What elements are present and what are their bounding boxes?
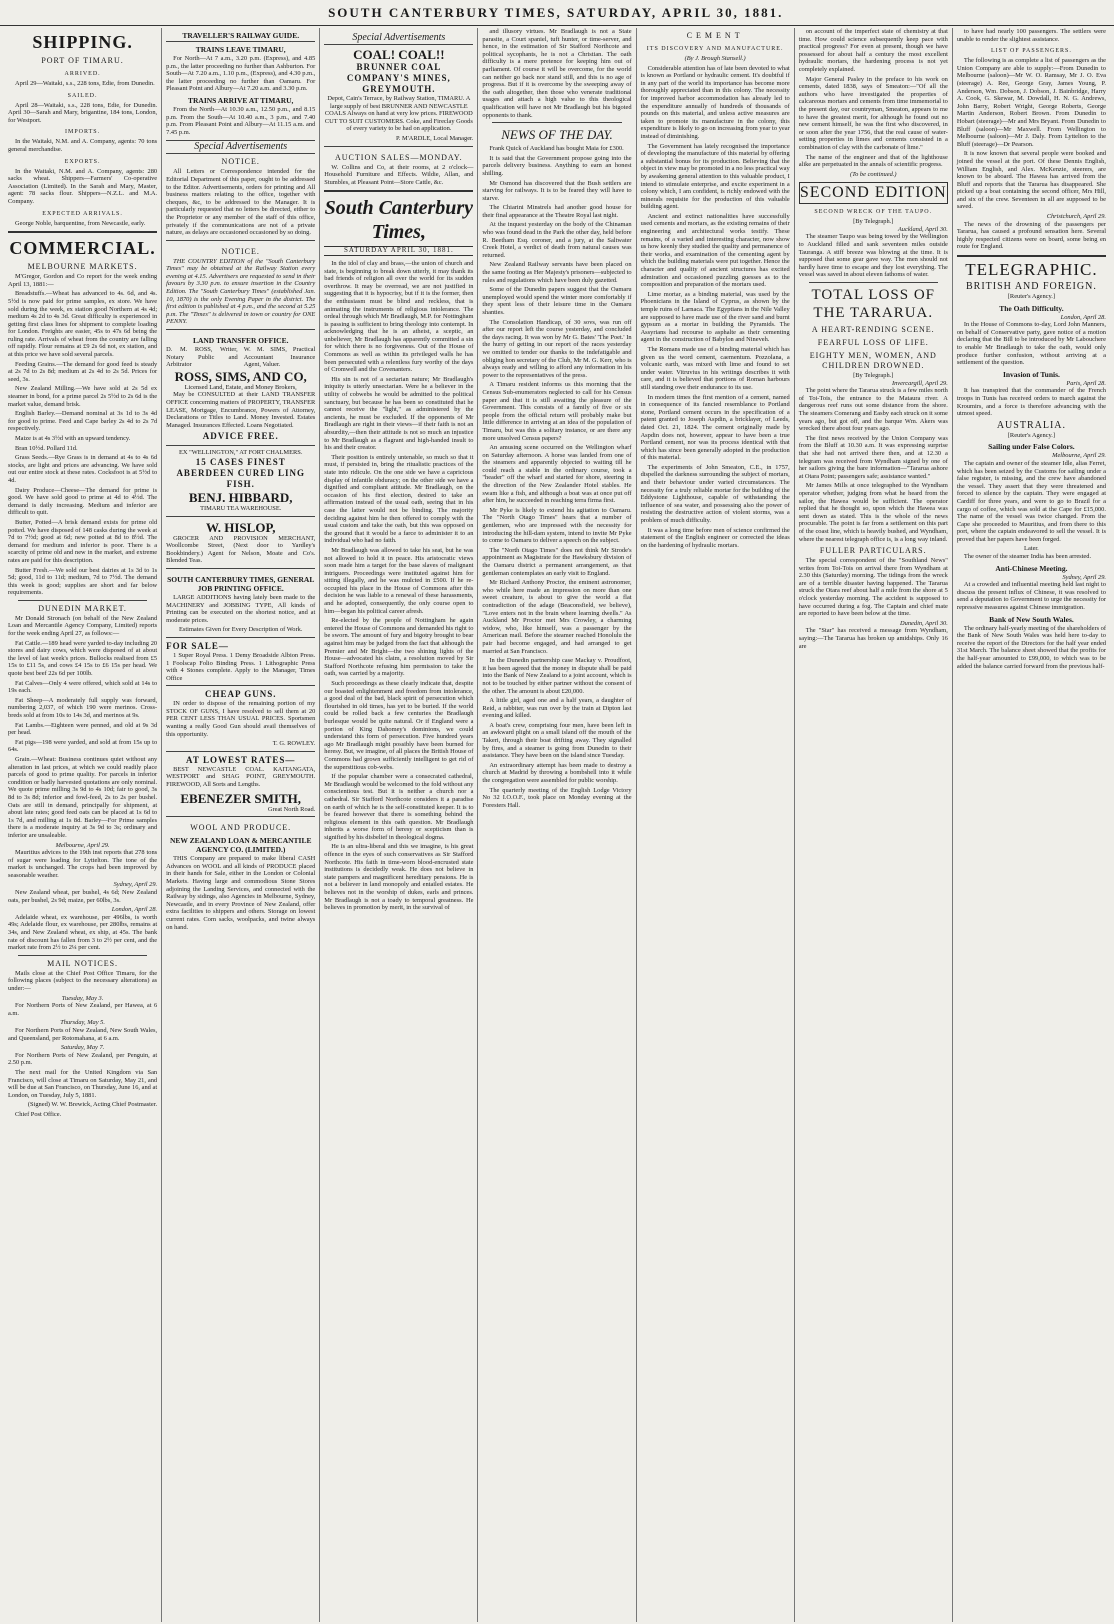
dunedin-dateline: Dunedin, April 30. [900,619,948,627]
cement-paragraph: The experiments of John Smeaton, C.E., in 1757, dispelled the darkness surrounding the subject of mortars, and their behaviour under varied circumstances. The necessity for a truly reliable mortar for the building of the Eddystone Lighthouse, capable of withstanding the influence of sea water, and possessing also the power of resisting the destructive action of violent storms, was a problem of much difficulty. [640,463,790,525]
cheap-guns-ad [166,685,315,748]
news-item: The quarterly meeting of the English Lodge Victory No 32 I.O.O.F., took place on Monday evening at the Foresters Hall. [482,786,632,809]
tararua-paragraph: Mr James Mills at once telegraphed to the Wyndham operator whether, judging from what he heard from the sailor, the Hawea would be sufficient. The operator replied that he thought so, upon which the Hawea was sent down as stated. This is the whole of the news procurable. The point is far from a settlement on this part of the coast line, which is heavily bushed, and Wyndham, where the nearest telegraph office is, is a long way inland. [798,482,948,543]
mail-thursday: Thursday, May 5. [60,1019,105,1027]
notice2-text: THE COUNTRY EDITION of the "South Canterbury Times" may be obtained at the Railway Station every evening at 4.15. Advertisers are requested to send in their favours by 3.30 p.m. to ensure insertion in the Country Edition. The "South Canterbury Times" (established Jan. 10, 1870) is the only Evening Paper in the district. The first edition is published at 4 p.m., and the second at 5.25 p.m. The "Times" is delivered in town or country for ONE PENNY. [166,257,316,326]
trains-leave-heading: TRAINS LEAVE TIMARU, [195,45,286,54]
expected-text: George Noble, barquentine, from Newcastle, early. [15,219,146,227]
mail-uk-text: The next mail for the United Kingdom via San Francisco, will close at Timaru on Saturday, May 21, and will be due at San Francisco, on Thursday, June 16, and at London, on Tuesday, July 5, 1881. [8,1068,158,1099]
reuters-byline: [Reuter's Agency.] [1007,293,1056,301]
exports-text: In the Waitaki, N.M. and A. Company, agents: 280 sacks wheat. Shippers—Farmers' Co-operative Association (Limited). In the Sarah and Mary, Master, agent: 78 sacks flour. Shippers—N.Z.L. and M.A. Company. [8,167,158,205]
fat-sheep-text: Fat Sheep—A moderately full supply was forward, numbering 2,037, of which 190 were merinos. Cross-breds sold at from 10s to 14s 3d, and merinos at 9s. [8,696,158,719]
news-item: It is said that the Government propose going into the parcels delivery business. Anything to earn an honest shilling. [482,154,632,177]
ebenezer-smith: EBENEZER SMITH, [180,790,302,806]
fresh-butter-text: Butter Fresh.—We sold our best dairies at 1s 3d to 1s 5d; good, 11d to 11d; medium, 7d to 7½d. The demand this week is good; supplies are short and far below requirements. [8,566,158,597]
fuller-particulars-heading: FULLER PARTICULARS. [819,546,927,556]
fat-calves-text: Fat Calves—Only 4 were offered, which sold at 14s to 19s each. [8,679,158,695]
railway-guide-heading: TRAVELLER'S RAILWAY GUIDE. [166,31,315,42]
oath-heading: The Oath Difficulty. [999,303,1064,313]
divider [957,255,1106,257]
dairy-text: Dairy Produce—Cheese—The demand for prime is good. We have sold good to prime at 4d to 4½d. The demand is daily increasing. Medium and inferior are difficult to quit. [8,486,158,517]
news-item: Mr Pyke is likely to extend his agitation to Oamaru. The "North Otago Times" hears that a number of gentlemen, who are impressed with the necessity for introducing the hill-dam system, intend to invite Mr Pyke to come to Oamaru to deliver a speech on the subject. [482,506,632,545]
news-item: An amusing scene occurred on the Wellington wharf on Saturday afternoon. A horse was landed from one of the steamers and apparently objected to waiting till he could reach a stable in the ordinary course, took a "header" off the wharf and started for shore, steering in the direction of the New Zealander Hotel stables. He swam like a fish, and although a boat was at once put off after him, he succeeded in reaching terra firma first. [482,444,632,505]
news-item: Mr Richard Anthony Proctor, the eminent astronomer, who while here made an impression on more than one sweet creature, is about to give the world a flat contradiction of the adage (Beaconsfield, we believe), "Love enters not in the brain where learning dwells." As Auckland Mr Proctor met Mrs Crowley, a charming widow, who, like himself, was a passenger by the American mail. Before the steamer reached Honolulu the pair had become engaged, and had arranged to get married at San Francisco. [482,579,632,655]
news-item: In the Dunedin partnership case Mackay v. Proudfoot, it has been agreed that the money in dispute shall be paid into the Bank of New Zealand to a joint account, which is not to be touched by either partner without the consent of the other. The amount is about £20,000. [482,657,632,695]
notice-heading: NOTICE. [221,157,260,167]
column-shipping-commercial [4,28,162,1622]
mail-saturday: Saturday, May 7. [60,1044,105,1052]
fuller-particulars-text: The special correspondent of the "Southland News" writes from Toi-Tois on arrival there from Wyndham at 2.30 this (Saturday) morning. The tidings from the wreck are of a terrible disaster having happened. The Tararua struck the Otara reef about half a mile from the shore at 5 o'clock yesterday morning. The accident is supposed to have occurred during a fog. The Captain and chief mate are reported to have been below at the time. [798,557,948,618]
port-heading: PORT OF TIMARU. [41,56,124,65]
land-transfer-ad [166,329,315,442]
column-second-edition [795,28,953,1622]
column-news [478,28,636,1622]
cases-text: 15 CASES FINEST ABERDEEN CURED LING FISH. [176,456,305,489]
tunis-text: It has transpired that the commander of the French troops in Tunis has received orders to march against the Kroumirs, and a force is therefore advancing with the utmost speed. [956,387,1106,418]
cheap-guns-heading: CHEAP GUNS. [204,689,277,700]
job-printing-ad [166,568,315,634]
anti-chinese-heading: Anti-Chinese Meeting. [995,563,1068,573]
for-sale-ad [166,637,315,682]
news-item: A Timaru resident informs us this morning that the Census Sub-enumerators neglected to call for his Census paper and that it is still awaiting the pleasure of the Government. This consists of a family of five or six people from the official return will probably make but little difference in arriving at an idea of the population of Timaru, but was this a solitary instance, or are there any more unsolved Census papers? [482,381,632,442]
anti-chinese-dateline: Sydney, April 29. [1062,573,1106,581]
bank-heading: Bank of New South Wales. [989,614,1074,624]
ling-fish-ad [166,445,315,512]
cement-paragraph: The Government has lately recognised the importance of developing the manufacture of this material by offering a substantial bonus for its production. Believing that the object in view may be promoted in a no less practical way by awakening general attention to this valuable product, I intend to stimulate enterprise, and excite experiment in a colony which, I am confident, is richly endowed with the minerals requisite for the production of this valuable building agent. [640,142,790,211]
passenger-list-heading: LIST OF PASSENGERS. [990,48,1072,55]
cement-continuation: on account of the imperfect state of chemistry at that time. How could science subsequently keep pace with practical progress? For even at present, though we have possessed for about half a century the most excellent hydraulic mortars, the hardening process is not yet completely explained. [798,28,948,73]
later-text: The owner of the steamer India has been arrested. [963,553,1092,561]
feeding-text: Feeding Grains.—The demand for good feed is steady at 2s 7d to 2s 8d; medium at 2s 4d to 2s 5d. Prices for seed, 3s. [8,360,158,383]
ebenezer-sub: Great North Road. [267,805,316,813]
mail-text: Mails close at the Chief Post Office Timaru, for the following places (subject to the necessary alterations) as under:— [8,969,158,992]
cement-continuation: Major General Pasley in the preface to his work on cements, dated 1838, says of Smeaton:—"Of all the authors who have investigated the properties of calcareous mortars and cements from time immemorial to the present day, our countryman, Smeaton, appears to me to have the greatest merit, for although he found out no new cement himself, he was the first who discovered, in or soon after the year 1756, that the real cause of water-setting properties in limes and cements consisted in a combination of clay with the carbonate of lime." [798,75,948,151]
tararua-byline: [By Telegraph.] [853,372,894,380]
wool-ad [166,816,315,931]
tunis-dateline: Paris, April 28. [1066,379,1106,387]
bran-text: Bran 10½d. Pollard 11d. [15,444,78,452]
land-left: D. M. ROSS, Writer, Notary Public and Arbitrator [166,346,238,369]
ross-sims-text: May be CONSULTED at their LAND TRANSFER OFFICE concerning matters of PROPERTY, TRANSFER LEASE, Mortgage, Encumbrance, Powers of Attorney, Declarations or Titles to Land. Money Invested. Estates Managed. Insurances Effected. Loans Negotiated. [166,391,316,429]
hislop-ad [166,516,315,565]
hislop-name: W. HISLOP, [205,519,276,535]
news-item: A little girl, aged one and a half years, a daughter of Reid, a rabbiter, was run over by the train at Dipton last evening and killed. [482,697,632,720]
australia-heading: AUSTRALIA. [996,419,1066,431]
christchurch-dateline: Christchurch, April 29. [1046,213,1106,221]
tunis-heading: Invasion of Tunis. [1002,369,1060,379]
leader-paragraph: Their position is entirely untenable, so much so that it must, if persisted in, bring the ritualistic practices of the state into ridicule. On the one side we have a capricious display of infantile obduracy; on the other side we have a dignified and compliant attitude. Mr Bradlaugh, on the occasion of his first election, desired to take an affirmation instead of the usual oath, seeing that in his case the latter would not be binding. The majority deciding against him he then offered to comply with the usual custom and take the oath, but this was opposed on the ground that it would be a farce to administer it to an individual who had no faith. [324,453,474,545]
arrived-text: April 29—Waitaki, s.s., 228 tons, Edie, from Dunedin. [15,80,155,87]
column-cement [637,28,795,1622]
nzl-text: THIS Company are prepared to make liberal CASH Advances on WOOL and all kinds of PRODUCE placed in their hands for Sale, either in the London or Colonial Markets. Having large and commodious Stone Stores adjoining the Landing Services, and connected with the Railway by sidings, also Agencies in Melbourne, Sydney, Newcastle, and in every Province of New Zealand, offer extra facilities to shippers and others. Storage on lowest current rates. Corn sacks, woolpacks, and twine always on hand. [166,855,316,931]
later-label: Later. [1024,545,1039,553]
land-partners [166,346,315,369]
divider [8,231,157,233]
leader-continuation: and illusory virtues. Mr Bradlaugh is not a State parasite, a Court spaniel, tuft hunter, or time-server, and hence, in the estimation of Sir Stafford Northcote and political sycophants, he is not a Christian. The oath difficulty is a mere pretence for keeping him out of parliament. Of course it will be overcome, for the world can neither go back nor stand still, and this is no age of progress. But if it is overcome by the sweeping away of the oath altogether, then those who venerate traditional usages and attach a high value to this theological qualification will have not Mr Bradlaugh but his bigoted opponents to thank. [482,28,632,119]
sydney-text: New Zealand wheat, per bushel, 4s 6d; New Zealand oats, per bushel, 2s 9d; maize, per 60lbs, 3s. [8,889,158,904]
paper-title: South Canterbury Times, [324,197,474,244]
wreck-continuation: to have had nearly 100 passengers. The settlers were unable to render the slightest assistance. [956,28,1106,43]
divider [18,600,147,601]
news-item: At the inquest yesterday on the body of the Chinaman who was found dead in the Park the other day, held before R. Beetham Esq. coroner, and a jury, at the Saltwater Creek Hotel, a verdict of death from natural causes was returned. [482,221,632,259]
leader-paragraph: Mr Bradlaugh was allowed to take his seat, but he was not allowed to hold it in peace. His aristocratic views soon made him a target for the base slaves of malignant intriguers. Proceedings were instituted against him for sitting illegally, and he was mulcted in £500. If he re-occupied his place in the House of Commons after this decision he was liable to a renewal of these harassments, and he adopted, consequently, the only course open to him—began his political career afresh. [324,546,474,615]
paper-date: SATURDAY APRIL 30, 1881. [324,246,473,256]
oath-text: In the House of Commons to-day, Lord John Manners, on behalf of Conservative party, gave notice of a motion declaring that the Bill to be introduced by Mr Labouchere to enable Mr Bradlaugh to take the oath, would only produce further confusion, without arriving at a settlement of the question. [956,321,1106,367]
cement-heading: CEMENT [686,31,744,40]
job-printing-foot: Estimates Given for Every Description of Work. [179,626,303,634]
to-be-continued: (To be continued.) [850,170,897,178]
tararua-subheading-3: EIGHTY MEN, WOMEN, AND CHILDREN DROWNED. [809,351,937,371]
sailed-label: SAILED. [67,92,98,99]
news-item: The Chiarini Minstrels had another good house for their final appearance at the Theatre Royal last night. [482,204,632,219]
second-edition-heading: SECOND EDITION [799,182,948,204]
cheap-guns-sig: T. G. ROWLEY. [272,740,316,748]
melbourne-markets-heading: MELBOURNE MARKETS. [27,262,138,272]
trains-leave-text: For North—At 7 a.m., 3.20 p.m. (Express), and 4.85 p.m., the latter proceeding no further than Ashburton. For South—At 7.20 a.m., 1.10 p.m., (Express), and 4.30 p.m., the latter proceeding no further than Oamaru. For Pleasant Point and Albury—At 7.20 a.m. and 3.30 p.m. [166,55,316,93]
mail-footer: Chief Post Office. [15,1110,62,1118]
false-colors-dateline: Melbourne, April 29. [1052,452,1106,460]
imports-label: IMPORTS. [64,129,101,136]
news-item: Mr Osmond has discovered that the Bush settlers are starving for railways. It is to be feared they will have to starve. [482,179,632,202]
news-of-the-day-heading: NEWS OF THE DAY. [501,127,613,143]
taupo-dateline: Auckland, April 30. [897,225,948,233]
columns [4,28,1110,1622]
mail-notices-heading: MAIL NOTICES. [47,958,119,968]
leader-paragraph: In the idol of clay and brass,—the union of church and state, is beginning to break down utterly, it may thank its bad friends of religion all over the world for its sudden overthrow. It may be overread, we are not justified in suggesting that it is hypocrisy, but if it is the former, then the enthusiasm must be blind and reckless, that is animating the instruments of religious intolerance. The ordeal through which Mr Bradlaugh, M.P. for Nottingham is passing is sufficient to bring theology into contempt. In acknowledging that he is an atheist, a sceptic, an unbeliever, Mr Bradlaugh has apparently committed a sin for which there is no forgiveness. Out of the House of Commons as well as within its privileged walls he has been persecuted with a relentless fury worthy of the days of Cromwell and the Covenanters. [324,259,474,374]
column-railway-ads [162,28,320,1622]
column-telegraphic [953,28,1110,1622]
news-item: The "North Otago Times" does not think Mr Strode's appointment as Magistrate for the Hawksbury division of the Oamaru district a permanent arrangement, as that gentleman contemplates an early visit to England. [482,546,632,577]
tararua-dateline: Invercargill, April 29. [891,379,948,387]
ross-sims-title: ROSS, SIMS, AND CO, [174,368,307,384]
wool-heading: WOOL AND PRODUCE. [190,823,292,833]
tararua-subheading: A HEART-RENDING SCENE. [811,325,935,335]
ex-wellington: EX "WELLINGTON," AT FORT CHALMERS. [179,449,303,457]
dunedin-wreck-text: The "Star" has received a message from Wyndham, saying:—The Tararua has broken up amidships. Only 16 are [798,627,948,650]
milling-text: New Zealand Milling.—We have sold at 2s 5d ex steamer in bond, for a prime parcel 2s 5½d to 2s 6d is the market value, demand brisk. [8,385,158,408]
mail-saturday-text: For Northern Ports of New Zealand, per Penguin, at 2.50 p.m. [8,1051,158,1067]
maize-text: Maize is at 4s 3½d with an upward tendency. [15,435,131,442]
london-dateline: London, April 28. [111,906,158,914]
christchurch-text: The news of the drowning of the passengers per Tararua, has caused a profound sensation here. Several highly respected citizens were on board, some being en route for England. [956,220,1106,251]
masthead-title: SOUTH CANTERBURY TIMES, SATURDAY, APRIL 30, 1881. [328,4,784,20]
job-printing-heading: SOUTH CANTERBURY TIMES, GENERAL JOB PRINTING OFFICE. [167,574,315,593]
hibbard-sub: TIMARU TEA WAREHOUSE. [200,504,282,512]
exports-label: EXPORTS. [64,158,101,165]
leader-paragraph: Such proceedings as these clearly indicate that, despite our boasted enlightenment and freedom from intolerance, a good deal of the bad, black spirit of persecution which flourished in old times, has yet to be buried. If the world could be rolled back a few centuries the Bradlaugh burlesque would be quite natural. Or if England were a portion of King Dahomey's dominions, we could understand this form of persecution. Five hundred years ago Mr Bradlaugh might possibly have been burned for heresy. But, we imagine, of all places the British House of Commons had grown sufficiently intelligent to get rid of the superstitious cob-webs. [324,680,474,771]
auction-text: W. Collins and Co, at their rooms, at 2 o'clock—Household Furniture and Effects. Wildie, Allan, and Stumbles, at Pleasant Point—Store Cattle, &c. [324,163,474,186]
brunner-text: Depot, Cain's Terrace, by Railway Station, TIMARU. A large supply of best BRUNNER AND NEWCASTLE COALS Always on hand at very low prices. FIREWOOD CUT TO SUIT CUSTOMERS. Coke, and Fireclay Goods of every variety to be had on application. [324,95,473,133]
coal-ad [166,751,315,813]
grain-text: Grain.—Wheat: Business continues quiet without any alteration in last prices, at which we could readily place parcels of good to prime quality. For parcels in inferior condition or badly harvested quotations are only nominal. We quote prime milling 3s 9d to 4s 10d; fair to good, 3s 8d to 3s 8d; inferior and fowl-feed, 2s to 2s per bushel. Oats are still in demand, principally for shipment, at about late rates; good feed oats can be placed at 1s 6d to 1s 7d, and milling at 1s 8d. Barley—For Prime samples there is a moderate inquiry at 3s 9d to 3s; ordinary and inferior are unsaleable. [8,755,158,839]
melbourne-text: Mauritius advices to the 19th inst reports that 278 tons of sugar were loading for Lyttelton. The tone of the market is unchanged. The crops had been improved by seasonable weather. [8,849,158,879]
london-text: Adelaide wheat, ex warehouse, per 496lbs, is worth 49s; Adelaide flour, ex warehouse, per 280lbs, remains at 34s, and New Zealand wheat, ex ship, at 45s. The bank rate of discount has fallen from 3 to 2½ per cent, and the market rate from 2½ to 2¼ per cent. [8,913,158,952]
markets-intro: M'Gregor, Gordon and Co report for the week ending April 13, 1881:— [8,273,158,288]
fat-lambs-text: Fat Lambs.—Eighteen were penned, and old at 9s 3d per head. [8,721,158,737]
cement-paragraph: Considerable attention has of late been devoted to what is known as Portland or hydraulic cement. It's doubtful if in any part of the world its importance has become more thoroughly appreciated than in this colony. The necessity for improved harbor accommodation has already led to the expenditure annually of hundreds of thousands of pounds on this material, and unless active measures are taken to promote its manufacture in the colony, this expenditure is likely to go on increasing from year to year instead of diminishing. [640,64,790,140]
news-item: New Zealand Railway servants have been placed on the same footing as Her Majesty's prisoners—subjected to rules and regulations which have been duly gazetted. [482,261,632,284]
anti-chinese-text: At a crowded and influential meeting held last night to discuss the present influx of Chinese, it was resolved to send a deputation to Government to urge the necessity for repressive measures against Chinese immigration. [956,581,1106,612]
mail-thursday-text: For Northern Ports of New Zealand, New South Wales, and Queensland, per Rotomahana, at 6 a.m. [8,1026,158,1042]
special-ads-heading: Special Advertisements [324,32,473,45]
arrived-label: ARRIVED. [64,71,101,77]
breadstuffs-text: Breadstuffs.—Wheat has advanced to 4s. 6d, and 4s. 5½d is now paid for prime samples, ex store. We have sold during the week, ex station good Northern at 4s 4d; medium 4s 2d to 4s 3d. Great difficulty is experienced in getting first class lines for shipment to complete loading for London. Freights are easier, 45s to 47s 6d being the ruling rate. Arrivals of wheat from the country are falling off rapidly. Flour remains at £9 2s 6d not, ex station, and at this price we have sold several parcels. [8,290,158,359]
false-colors-text: The captain and owner of the steamer Idle, alias Ferret, which has been seized by the Customs for sailing under a false register, is missing, and the crew have abandoned the vessel. They assert that they were threatened and forced to silence by the captain. They were engaged at Cardiff for three years, and were to go to Brazil for a cargo of coffee, which was sold at the Cape for £15,000. The name of the vessel was twice changed. From the Cape she proceeded to Mauritius, and from there to this port, where the captain endeavored to sell the vessel. It is proved that her papers have been forged. [956,459,1106,543]
lowest-rates-text: BEST NEWCASTLE COAL. KAITANGATA, WESTPORT and SHAG POINT, GREYMOUTH. FIREWOOD, All Sorts and Lengths. [166,765,316,789]
auction-heading: AUCTION SALES—MONDAY. [335,152,463,162]
cement-paragraph: Ancient and extinct nationalities have successfully used cements and mortars, as the existing remains of their engineering and architectural works testify. These remains, of a varied and interesting character, now show us how keenly they studied the quality and permanence of their works, and examination of the cementing agent by which the building materials were put together. Hence the character and quality of ancient structures has excited admiration and occasioned puzzling guesses as to the composition and preparation of the mortars used. [640,212,790,289]
advice-free: ADVICE FREE. [202,431,279,442]
special-ads-heading: Special Advertisements [166,140,315,154]
fat-pigs-text: Fat pigs—198 were yarded, and sold at from 15s up to 64s. [8,738,158,754]
sailed-text: April 28—Waitaki, s.s., 228 tons, Edie, for Dunedin. April 30—Sarah and Mary, brigantine, 184 tons, London, for Westport. [8,101,158,124]
notice2-heading: NOTICE. [221,246,260,256]
bank-text: The ordinary half-yearly meeting of the shareholders of the Bank of New South Wales was held here to-day to receive the report of the Directors for the half year ended 31st March. The balance sheet showed that the profits for the half-year amounted to £99,000, to which was to be added the balance carried forward from the previous half- [956,624,1106,670]
news-item: An extraordinary attempt has been made to destroy a church at Madrid by throwing a bombshell into it while the congregation were assembled for public worship. [482,761,632,785]
taupo-byline: [By Telegraph.] [853,218,894,226]
barley-text: English Barley.—Demand nominal at 3s 1d to 3s 4d for good to prime. Feed and Cape barley 2s 4d to 2s 7d respectively. [8,410,158,433]
cement-subheading: ITS DISCOVERY AND MANUFACTURE. [646,46,784,52]
news-item: The Consolation Handicap, of 30 sovs, was run off after our report left the course yesterday, and concluded the days racing. It was won by Mr G. Bates' 'The Poet.' In the hurry of getting in our report of the races yesterday we omitted to tender our thanks to the indefatigable and obliging hon secretary of the Club, Mr M. G. Kerr, who is always ready and willing to afford any information in his power to the representatives of the press. [482,318,632,379]
news-item: Some of the Dunedin papers suggest that the Oamaru unemployed would spend the winter more comfortably if they spent less of their leisure time in the Oamaru shanties. [482,286,632,316]
nzl-heading: NEW ZEALAND LOAN & MERCANTILE AGENCY CO. (LIMITED.) [169,836,312,855]
lowest-rates-heading: AT LOWEST RATES— [186,754,296,765]
auction-sales [324,146,473,187]
column-leader [320,28,478,1622]
leader-paragraph: Re-elected by the people of Nottingham he again entered the House of Commons and demanded his right to be sworn. The amount of fury and bigotry brought to bear against him may be judged from the fact that although the Premier and Mr Bright—the two shining lights of the House—advocated his claim, a resolution moved by Sir Stafford Northcote refusing him permission to take the oath, was carried by a majority. [324,617,474,678]
cement-paragraph: It was a long time before men of science confirmed the statement of the English engineer or corrected the ideas on the hardening of hydraulic mortars. [640,526,790,549]
tararua-paragraph: The first news received by the Union Company was from the Bluff at 10.30 a.m. It was expressing surprise that she had not arrived there then, and at 12.30 a telegram was received from Wyndham signed by one of her sailors giving the bare information—"Tararua ashore at Otara Point; passengers safe; assistance wanted." [798,434,948,480]
cement-paragraph: Lime mortar, as a binding material, was used by the Phoenicians in the Island of Cyprus, as shown by the temple ruins of Larnaca. The Egyptians in the Nile Valley are supposed to have made use of the river sand and burnt gypsum as a mortar in building the Pyramids. The Assyrians had recourse to asphalte as their cementing agent in the construction of Babylon and Nineveh. [640,290,790,344]
land-transfer-heading: LAND TRANSFER OFFICE. [192,336,289,346]
leader-paragraph: If the popular chamber were a consecrated cathedral, Mr Bradlaugh would be welcomed to the fold without any conscientious test. But it is neither a church nor a cathedral. Sir Stafford Northcote considers it a paradise on earth of which he is the self-constituted keeper. It is to be feared however that there is something behind the religious element in this oath question. Mr Bradlaugh inherits a worse form of heresy or scepticism than is signified by his disbelief in theological dogma. [324,773,474,841]
for-sale-heading: FOR SALE— [166,640,229,651]
brunner-signature: P. M'ARDLE, Local Manager. [395,134,474,142]
masthead [0,0,1114,26]
butter-text: Butter, Potted—A brisk demand exists for prime old potted. We have disposed of 148 casks during the week at 7d to 7½d; good at 6d; new potted at 8d to 8½d. The demand for medium and inferior is poor. There is a scarcity of prime old and new in the market, and extreme rates are paid for this description. [8,518,158,564]
oath-dateline: London, April 28. [1060,313,1106,321]
australia-byline: [Reuter's Agency.] [1007,431,1056,439]
notice-text: All Letters or Correspondence intended for the Editorial Department of this paper, ought to be addressed to the Editor. Advertisements, orders for printing and All business matters relating to the office, together with cheques, &c, to be addressed to the Manager. It is particularly requested that no letters be directed, either to the Proprietor or any member of the staff of this office, privately if the communications are not of a private nature, as delays are occasioned occasioned by so doing. [166,168,316,237]
tararua-heading: TOTAL LOSS OF THE TARARUA. [811,287,936,322]
sydney-dateline: Sydney, April 29. [113,881,158,889]
country-edition-ad [166,240,315,326]
divider [18,955,147,956]
hibbard-name: BENJ. HIBBARD, [188,489,293,505]
british-foreign-heading: BRITISH AND FOREIGN. [965,281,1097,293]
dunedin-market-heading: DUNEDIN MARKET. [38,603,127,613]
telegraphic-heading: TELEGRAPHIC. [965,260,1098,280]
brunner-title: BRUNNER COAL COMPANY'S MINES, GREYMOUTH. [346,62,451,94]
hislop-text: GROCER AND PROVISION MERCHANT, Woollcombe Street, (Next door to Yardley's Bookbindery.) Agent for Nelson, Moate and Co's. Blended Teas. [166,534,316,565]
trains-arrive-heading: TRAINS ARRIVE AT TIMARU, [187,95,294,105]
cement-continuation: The name of the engineer and that of the lighthouse alike are perpetuated in the annals of scientific progress. [798,153,948,169]
mail-signature: (Signed) W. W. Brewick, Acting Chief Postmaster. [27,1101,158,1109]
shipping-heading: SHIPPING. [32,32,133,52]
tararua-paragraph: The point where the Tararua struck is a few miles north of Toi-Tois, the entrance to the Mataura river. A dangerous reef runs out some distance from the shore. The steamers Comerang and Easby each struck on it some years ago, but got off, and the barque Wm. Akers was wrecked there about four years ago. [798,387,948,433]
ross-sims-sub: Licensed Land, Estate, and Money Brokers, [184,383,297,391]
grass-text: Grass Seeds.—Rye Grass is in demand at 4s to 4s 6d stocks, are light and prices are advancing. We have sold out our entire stock at these rates. Cocksfoot is at 5½d to 4d. [8,454,158,484]
passenger-list-more: It is now known that several people were booked and joined the vessel at the port. Of these Dennis English, William English, and Alex. McKenzie, steerers, are known to be aboard. The Hawea has arrived from the Bluff and reports that the Tararua has disappeared. She picked up a boat containing the second officer, Mrs Hill, and six of the crew. Seventeen in all are supposed to be saved. [956,150,1106,211]
news-item: A boat's crew, comprising four men, have been left in an awkward plight on a small island off the mouth of the Takeri, through their boat drifting away. They signalled by fires, and a steamer is going from Dunedin to their assistance. They have been on the island since Tuesday. [482,721,632,760]
expected-label: EXPECTED ARRIVALS. [42,210,123,217]
job-printing-text: LARGE ADDITIONS having lately been made to the MACHINERY and JOBBING TYPE, All kinds of Printing can be executed on the shortest notice, and at moderate prices. [166,593,316,624]
coal-heading: COAL! COAL!! [353,47,445,62]
mail-tuesday-text: For Northern Ports of New Zealand, per Hawea, at 6 a.m. [8,1002,158,1017]
divider [809,282,938,283]
cement-byline: (By J. Brough Stansell.) [684,55,746,62]
cement-paragraph: In modern times the first mention of a cement, named in consequence of its fancied resemblance to Portland stone, Portland cement occurs in the specification of a patent granted to Joseph Aspdin, a bricklayer, of Leeds, dated Oct. 21, 1824. The cement originally made by Aspdin does not, however, appear to have been a true Portland cement, nor was its process identical with that which has since been generally adopted in the production of this material. [640,393,790,462]
mail-tuesday: Tuesday, May 3. [61,994,104,1002]
divider [324,190,473,192]
false-colors-heading: Sailing under False Colors. [988,442,1075,452]
for-sale-text: 1 Super Royal Press. 1 Demy Broadside Albion Press. 1 Foolscap Folio Binding Press. 1 Lithographic Press with 4 Stones complete. Apply to the Manager, Times Office [166,651,316,682]
cement-paragraph: The Romans made use of a binding material which has given us the word cement, caementum. Pozzolana, a volcanic earth, was mixed with lime and found to set under water. Vitruvius in his writings describes it with care, and it is believed that portions of Roman harbours still standing owe their endurance to its use. [640,345,790,391]
news-item: Frank Quick of Auckland has bought Maia for £300. [489,145,624,153]
taupo-heading: SECOND WRECK OF THE TAUPO. [814,209,933,216]
cheap-guns-text: IN order to dispose of the remaining portion of my STOCK OF GUNS, I have resolved to sell them at 20 PER CENT LESS THAN USUAL PRICES. Sportsmen wanting a really Good Gun should avail themselves of this opportunity. [166,700,316,738]
dunedin-text: Mr Donald Stronach (on behalf of the New Zealand Loan and Mercantile Agency Company, Limited) reports for the week ending April 27, as follows:— [8,614,158,638]
commercial-heading: COMMERCIAL. [9,238,156,259]
taupo-text: The steamer Taupo was being towed by the Wellington to Auckland filled and sank seventeen miles outside Tauranga. A stiff breeze was blowing at the time. It is supposed that some gear gave way. The men should not hardly have time to escape and they lost everything. The vessel was saved in about eleven fathoms of water. [798,233,948,279]
passenger-list-text: The following is as complete a list of passengers as the Union Company are able to supply:—From Dunedin to Melbourne (saloon)—Mr W. O. Ramsay, Mr J. O. Eva (steerage) A. Ree, George Gray, James Young, P. Anderson, Wm. Dobson, J. Dobson, J. Bainbridge, Harry A. Cook, G. Skewar, M. Dowdall, H. N. G. Andrews, John Barry, Robert Wright, George Roberts, George Martin Anderson, Robert Brown. From Dunedin to Hobart (steerage)—Mr and Mrs Bryant. From Dunedin to Bluff (saloon)—Mr Maxwell. From Wellington to Melbourne (saloon)—Mr J. Daly. From Lyttelton to the Bluff (steerage)—Dr Pearson. [956,57,1106,148]
divider [492,122,621,123]
fat-cattle-text: Fat Cattle.—189 head were yarded to-day including 20 stores and dairy cows, which were disposed of at about the level of last week's prices. Bullocks realised from £5 15s to £11 5s, and cows £4 15s to £6 15s per head. We quote best beef 22s 6d per 100lb. [8,639,158,678]
land-right: W. M. SIMS, Practical Accountant Insurance Agent, Valuer. [243,346,316,369]
trains-arrive-text: From the North—At 10.30 a.m., 12.50 p.m., and 8.15 p.m. From the South—At 10.40 a.m., 3 p.m., and 7.40 p.m. From Pleasant Point and Albury—At 11.15 a.m. and 7.45 p.m. [166,105,316,136]
leader-paragraph: He is an ultra-liberal and this we imagine, is his great offence in the eyes of such conservatives as Sir Stafford Northcote. His faith in time-worn blood-encrusted state institutions is decidedly weak. He does not believe in state pampers and magnificent hereditary pensions. He is not a believer in land monopoly and entailed estates. He believes not in the worship of dukes, earls and princes. Mr Bradlaugh is not a toady to temporal greatness. He believes in promotion by merit, in the survival of [324,843,474,912]
leader-paragraph: His sin is not of a sectarian nature; Mr Bradlaugh's iniquity is utterly unsectarian. Were he a believer in the utility of cobwebs he would be admitted to the political sanctuary, but because he has been so constituted that he cannot receive the "light," as administered by the ancients, he must be excluded. If the opponents of Mr Bradlaugh are right in their views—if their faith is not an absurdity,—then their attitude is not so much an injustice to Mr Bradlaugh as a flagrant and high-handed insult to his and their creator. [324,375,474,452]
melbourne-dateline: Melbourne, April 29. [55,841,110,849]
imports-text: In the Waitaki, N.M. and A. Company, agents: 70 tons general merchandise. [8,138,158,153]
tararua-subheading-2: FEARFUL LOSS OF LIFE. [817,338,929,348]
